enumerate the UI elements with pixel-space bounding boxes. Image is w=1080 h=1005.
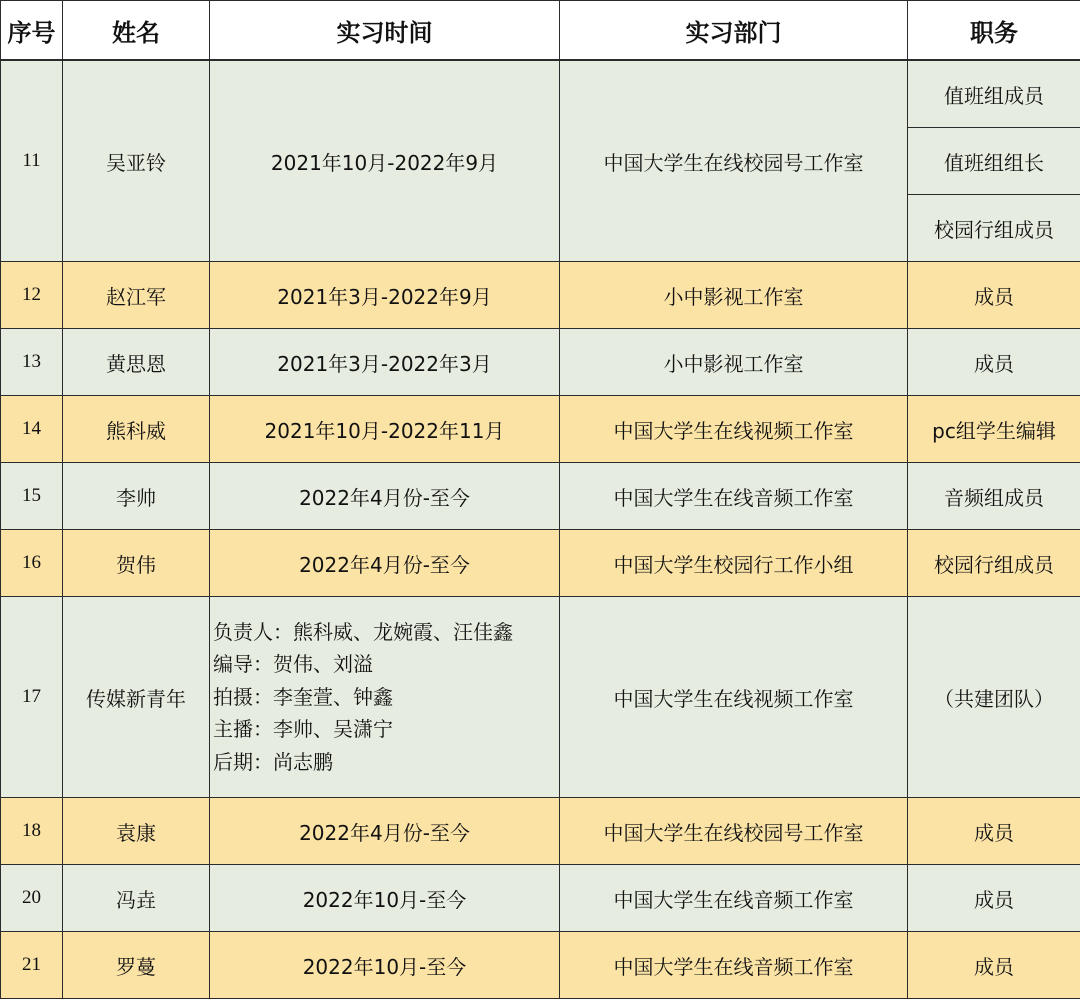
table-row bbox=[1, 463, 1080, 530]
role-cell: 成员 bbox=[908, 329, 1080, 396]
name-cell: 李帅 bbox=[63, 463, 210, 530]
role-cell: 校园行组成员 bbox=[908, 530, 1080, 597]
seq-cell: 15 bbox=[1, 463, 63, 530]
table-row bbox=[1, 865, 1080, 932]
name-cell: 袁康 bbox=[63, 798, 210, 865]
seq-cell: 16 bbox=[1, 530, 63, 597]
table-row bbox=[1, 396, 1080, 463]
dept-cell: 小中影视工作室 bbox=[560, 329, 908, 396]
header-role: 职务 bbox=[908, 1, 1080, 61]
dept-cell: 中国大学生在线校园号工作室 bbox=[560, 798, 908, 865]
name-cell: 传媒新青年 bbox=[63, 597, 210, 798]
dept-cell: 中国大学生在线音频工作室 bbox=[560, 932, 908, 999]
name-cell: 冯垚 bbox=[63, 865, 210, 932]
seq-cell: 12 bbox=[1, 262, 63, 329]
name-cell: 熊科威 bbox=[63, 396, 210, 463]
period-cell: 2022年4月份-至今 bbox=[210, 798, 560, 865]
team-members-cell bbox=[210, 597, 560, 798]
team-member-line: 主播：李帅、吴潇宁 bbox=[213, 717, 393, 742]
role-cell: pc组学生编辑 bbox=[908, 396, 1080, 463]
period-cell: 2022年4月份-至今 bbox=[210, 530, 560, 597]
period-cell: 2021年10月-2022年11月 bbox=[210, 396, 560, 463]
name-cell: 赵江军 bbox=[63, 262, 210, 329]
name-cell: 贺伟 bbox=[63, 530, 210, 597]
table-row bbox=[1, 329, 1080, 396]
role-cell: 成员 bbox=[908, 865, 1080, 932]
dept-cell: 中国大学生校园行工作小组 bbox=[560, 530, 908, 597]
table-row bbox=[1, 60, 1080, 128]
period-cell: 2022年4月份-至今 bbox=[210, 463, 560, 530]
table-header-row bbox=[1, 1, 1080, 61]
dept-cell: 中国大学生在线音频工作室 bbox=[560, 865, 908, 932]
role-cell: 值班组成员 bbox=[908, 60, 1080, 128]
seq-cell: 20 bbox=[1, 865, 63, 932]
dept-cell: 中国大学生在线校园号工作室 bbox=[560, 60, 908, 262]
seq-cell: 13 bbox=[1, 329, 63, 396]
role-cell: 成员 bbox=[908, 262, 1080, 329]
seq-cell: 17 bbox=[1, 597, 63, 798]
dept-cell: 中国大学生在线视频工作室 bbox=[560, 597, 908, 798]
dept-cell: 中国大学生在线视频工作室 bbox=[560, 396, 908, 463]
name-cell: 黄思恩 bbox=[63, 329, 210, 396]
team-member-line: 负责人：熊科威、龙婉霞、汪佳鑫 bbox=[213, 619, 513, 644]
role-cell: 音频组成员 bbox=[908, 463, 1080, 530]
seq-cell: 18 bbox=[1, 798, 63, 865]
table-row bbox=[1, 798, 1080, 865]
table-row bbox=[1, 597, 1080, 798]
dept-cell: 中国大学生在线音频工作室 bbox=[560, 463, 908, 530]
table-row bbox=[1, 262, 1080, 329]
header-seq: 序号 bbox=[1, 1, 63, 61]
period-cell: 2022年10月-至今 bbox=[210, 932, 560, 999]
name-cell: 吴亚铃 bbox=[63, 60, 210, 262]
team-member-line: 拍摄：李奎萱、钟鑫 bbox=[213, 684, 393, 709]
header-dept: 实习部门 bbox=[560, 1, 908, 61]
dept-cell: 小中影视工作室 bbox=[560, 262, 908, 329]
period-cell: 2021年3月-2022年3月 bbox=[210, 329, 560, 396]
period-cell: 2021年3月-2022年9月 bbox=[210, 262, 560, 329]
header-name: 姓名 bbox=[63, 1, 210, 61]
role-cell: 校园行组成员 bbox=[908, 195, 1080, 262]
role-cell: 成员 bbox=[908, 798, 1080, 865]
role-cell: 成员 bbox=[908, 932, 1080, 999]
header-period: 实习时间 bbox=[210, 1, 560, 61]
table-row bbox=[1, 530, 1080, 597]
seq-cell: 21 bbox=[1, 932, 63, 999]
table-row bbox=[1, 932, 1080, 999]
seq-cell: 14 bbox=[1, 396, 63, 463]
role-cell: （共建团队） bbox=[908, 597, 1080, 798]
team-member-line: 编导：贺伟、刘溢 bbox=[213, 652, 373, 677]
seq-cell: 11 bbox=[1, 60, 63, 262]
period-cell: 2022年10月-至今 bbox=[210, 865, 560, 932]
period-cell: 2021年10月-2022年9月 bbox=[210, 60, 560, 262]
team-member-line: 后期：尚志鹏 bbox=[213, 749, 333, 774]
role-cell: 值班组组长 bbox=[908, 128, 1080, 195]
name-cell: 罗蔓 bbox=[63, 932, 210, 999]
